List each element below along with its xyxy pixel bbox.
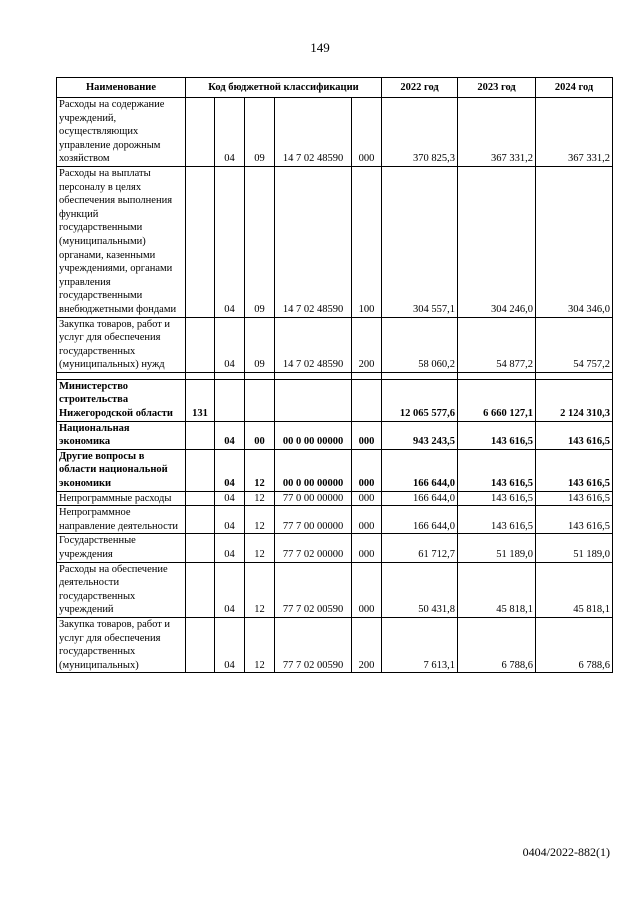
code-target: 14 7 02 48590 — [275, 166, 352, 317]
code-subsection: 12 — [245, 506, 275, 534]
value-2024: 143 616,5 — [536, 421, 613, 449]
value-2024: 2 124 310,3 — [536, 379, 613, 421]
code-subsection: 12 — [245, 449, 275, 491]
row-name: Непрограммное направление деятельности — [57, 506, 186, 534]
code-subsection: 00 — [245, 421, 275, 449]
code-ministry — [186, 421, 215, 449]
code-target — [275, 372, 352, 379]
code-section: 04 — [215, 166, 245, 317]
value-2023: 367 331,2 — [458, 98, 536, 167]
table-row — [57, 166, 613, 317]
value-2022: 166 644,0 — [382, 491, 458, 506]
value-2022: 370 825,3 — [382, 98, 458, 167]
table-row — [57, 372, 613, 379]
code-type: 000 — [352, 421, 382, 449]
value-2022: 943 243,5 — [382, 421, 458, 449]
value-2022: 58 060,2 — [382, 317, 458, 372]
value-2024: 51 189,0 — [536, 534, 613, 562]
document-code: 0404/2022-882(1) — [522, 845, 610, 859]
row-name: Министерство строительства Нижегородской области — [57, 379, 186, 421]
value-2024: 367 331,2 — [536, 98, 613, 167]
row-name: Другие вопросы в области национальной экономики — [57, 449, 186, 491]
value-2024: 54 757,2 — [536, 317, 613, 372]
code-subsection: 09 — [245, 98, 275, 167]
code-target: 14 7 02 48590 — [275, 98, 352, 167]
code-ministry — [186, 166, 215, 317]
value-2022: 61 712,7 — [382, 534, 458, 562]
value-2023: 6 788,6 — [458, 617, 536, 672]
code-type — [352, 379, 382, 421]
row-name: Расходы на обеспечение деятельности государственных учреждений — [57, 562, 186, 617]
code-type: 200 — [352, 317, 382, 372]
value-2023: 143 616,5 — [458, 491, 536, 506]
value-2022 — [382, 372, 458, 379]
row-name: Государственные учреждения — [57, 534, 186, 562]
code-target: 77 7 00 00000 — [275, 506, 352, 534]
value-2023: 143 616,5 — [458, 449, 536, 491]
value-2023 — [458, 372, 536, 379]
page-number: 149 — [310, 40, 330, 55]
code-ministry — [186, 491, 215, 506]
value-2024: 143 616,5 — [536, 491, 613, 506]
value-2022: 304 557,1 — [382, 166, 458, 317]
code-ministry — [186, 534, 215, 562]
table-row — [57, 562, 613, 617]
value-2023: 6 660 127,1 — [458, 379, 536, 421]
code-section: 04 — [215, 491, 245, 506]
code-subsection: 12 — [245, 617, 275, 672]
header-code: Код бюджетной классификации — [186, 78, 382, 98]
table-row — [57, 491, 613, 506]
row-name — [57, 372, 186, 379]
code-subsection: 09 — [245, 166, 275, 317]
table-header-row — [57, 78, 613, 98]
code-section — [215, 379, 245, 421]
row-name: Непрограммные расходы — [57, 491, 186, 506]
code-target: 77 0 00 00000 — [275, 491, 352, 506]
code-target: 00 0 00 00000 — [275, 449, 352, 491]
code-type: 100 — [352, 166, 382, 317]
value-2022: 166 644,0 — [382, 449, 458, 491]
code-ministry — [186, 317, 215, 372]
value-2023: 143 616,5 — [458, 421, 536, 449]
code-section: 04 — [215, 317, 245, 372]
value-2022: 166 644,0 — [382, 506, 458, 534]
value-2024: 6 788,6 — [536, 617, 613, 672]
row-name: Расходы на выплаты персоналу в целях обеспечения выполнения функций государственными (муниципальными) органами, казенными учреждениями, органами управления государственными внебюджетными фондами — [57, 166, 186, 317]
code-ministry — [186, 449, 215, 491]
code-subsection — [245, 379, 275, 421]
code-type: 000 — [352, 534, 382, 562]
table-row — [57, 506, 613, 534]
value-2022: 50 431,8 — [382, 562, 458, 617]
code-section: 04 — [215, 506, 245, 534]
table-row — [57, 449, 613, 491]
table-row — [57, 379, 613, 421]
code-ministry — [186, 506, 215, 534]
code-type — [352, 372, 382, 379]
code-section: 04 — [215, 534, 245, 562]
code-type: 000 — [352, 562, 382, 617]
code-section — [215, 372, 245, 379]
code-type: 000 — [352, 491, 382, 506]
value-2024: 45 818,1 — [536, 562, 613, 617]
code-target: 77 7 02 00000 — [275, 534, 352, 562]
code-target: 14 7 02 48590 — [275, 317, 352, 372]
code-type: 200 — [352, 617, 382, 672]
header-name: Наименование — [57, 78, 186, 98]
code-subsection: 12 — [245, 562, 275, 617]
value-2023: 304 246,0 — [458, 166, 536, 317]
code-target — [275, 379, 352, 421]
code-type: 000 — [352, 98, 382, 167]
value-2024: 143 616,5 — [536, 506, 613, 534]
value-2023: 143 616,5 — [458, 506, 536, 534]
code-type: 000 — [352, 506, 382, 534]
code-ministry — [186, 617, 215, 672]
value-2024: 143 616,5 — [536, 449, 613, 491]
header-2022: 2022 год — [382, 78, 458, 98]
row-name: Национальная экономика — [57, 421, 186, 449]
value-2022: 12 065 577,6 — [382, 379, 458, 421]
code-section: 04 — [215, 562, 245, 617]
code-section: 04 — [215, 421, 245, 449]
code-ministry — [186, 372, 215, 379]
value-2022: 7 613,1 — [382, 617, 458, 672]
table-row — [57, 534, 613, 562]
table-row — [57, 98, 613, 167]
table-row — [57, 617, 613, 672]
value-2023: 54 877,2 — [458, 317, 536, 372]
table-row — [57, 317, 613, 372]
table-row — [57, 421, 613, 449]
code-target: 00 0 00 00000 — [275, 421, 352, 449]
code-subsection — [245, 372, 275, 379]
code-subsection: 09 — [245, 317, 275, 372]
code-subsection: 12 — [245, 534, 275, 562]
code-section: 04 — [215, 617, 245, 672]
value-2024 — [536, 372, 613, 379]
header-2023: 2023 год — [458, 78, 536, 98]
code-subsection: 12 — [245, 491, 275, 506]
code-type: 000 — [352, 449, 382, 491]
value-2023: 51 189,0 — [458, 534, 536, 562]
row-name: Расходы на содержание учреждений, осуществляющих управление дорожным хозяйством — [57, 98, 186, 167]
header-2024: 2024 год — [536, 78, 613, 98]
code-section: 04 — [215, 98, 245, 167]
code-ministry — [186, 98, 215, 167]
row-name: Закупка товаров, работ и услуг для обеспечения государственных (муниципальных) нужд — [57, 317, 186, 372]
code-target: 77 7 02 00590 — [275, 617, 352, 672]
code-ministry: 131 — [186, 379, 215, 421]
row-name: Закупка товаров, работ и услуг для обеспечения государственных (муниципальных) — [57, 617, 186, 672]
code-ministry — [186, 562, 215, 617]
value-2023: 45 818,1 — [458, 562, 536, 617]
code-target: 77 7 02 00590 — [275, 562, 352, 617]
code-section: 04 — [215, 449, 245, 491]
budget-table — [56, 77, 613, 673]
value-2024: 304 346,0 — [536, 166, 613, 317]
